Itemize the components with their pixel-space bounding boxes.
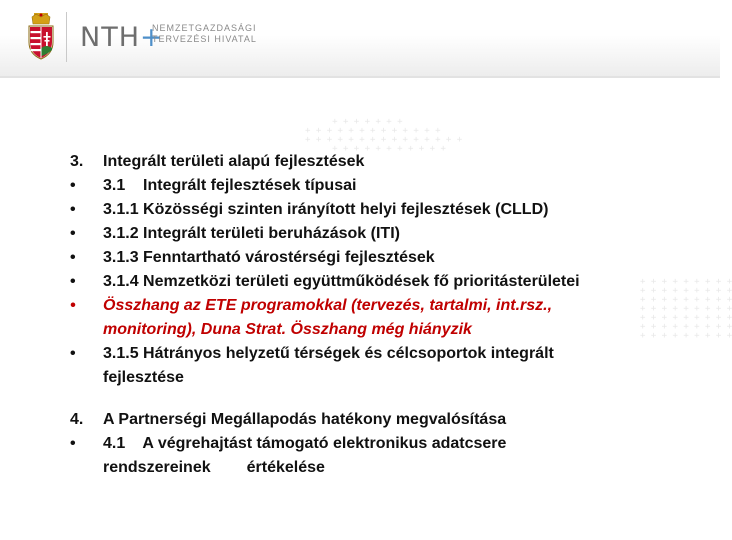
list-item-text-line2b: értékelése [246,459,325,476]
list-number: 4. [70,411,84,428]
list-item-text-line1: 3.1.5 Hátrányos helyzetű térségek és célcsoportok integrált [103,345,554,362]
bullet: • [70,297,76,314]
logo-subtitle-line2: TERVEZÉSI HIVATAL [152,34,257,44]
logo-plus-mark: + [140,22,164,53]
bullet: • [70,435,76,452]
bullet: • [70,177,76,194]
list-item-text-line2a: rendszereinek [103,459,211,476]
list-item-text: 3.1 Integrált fejlesztések típusai [103,177,357,194]
logo-subtitle [152,23,257,45]
list-item-text-line1: 4.1 A végrehajtást támogató elektronikus adatcsere [103,435,507,452]
logo-mark-text: NTH [80,22,140,53]
list-item [70,150,650,174]
list-item [70,174,650,198]
list-item-text-line1: Összhang az ETE programokkal (tervezés, tartalmi, int.rsz., [103,297,553,314]
list-item-text: 3.1.4 Nemzetközi területi együttműködések fő prioritásterületei [103,273,580,290]
list-item-text: 3.1.3 Fenntartható várostérségi fejlesztések [103,249,435,266]
list-item [70,198,650,222]
slide-body [70,150,650,480]
bullet: • [70,201,76,218]
list-item-text: 3.1.2 Integrált területi beruházások (ITI) [103,225,400,242]
list-number: 3. [70,153,84,170]
list-item-text: A Partnerségi Megállapodás hatékony megvalósítása [103,411,507,428]
logo-subtitle-line1: NEMZETGAZDASÁGI [152,23,257,33]
list-item [70,342,650,390]
list-item [70,222,650,246]
list-item-text: Integrált területi alapú fejlesztések [103,153,365,170]
bullet: • [70,225,76,242]
bullet: • [70,345,76,362]
header-divider [0,76,720,78]
bullet: • [70,273,76,290]
list-item [70,270,650,294]
hungarian-coat-of-arms-icon [24,10,58,62]
decorative-plus-pattern-side: + + + + + + + + + + + + + + + + + + + + + + + + + + + + + + + + + + + + + + + + + + + + + + + + + + + + + + + + + + + + + + + [640,277,732,341]
bullet: • [70,249,76,266]
slide-header [0,0,720,78]
list-item [70,432,650,480]
section-gap [70,390,650,408]
decorative-plus-pattern: + + + + + + + + + + + + + + + + + + + + + + + + + + + + + + + + + + + + + + + + + + + + + + [305,117,463,154]
logo-divider [66,12,67,62]
list-item-text-line2 [103,456,650,480]
list-item-highlight [70,294,650,342]
list-item [70,408,650,432]
list-item-text-line2: fejlesztése [103,369,184,386]
list-item-text: 3.1.1 Közösségi szinten irányított helyi fejlesztések (CLLD) [103,201,549,218]
list-item-text-line2: monitoring), Duna Strat. Összhang még hiányzik [103,321,472,338]
list-item [70,246,650,270]
